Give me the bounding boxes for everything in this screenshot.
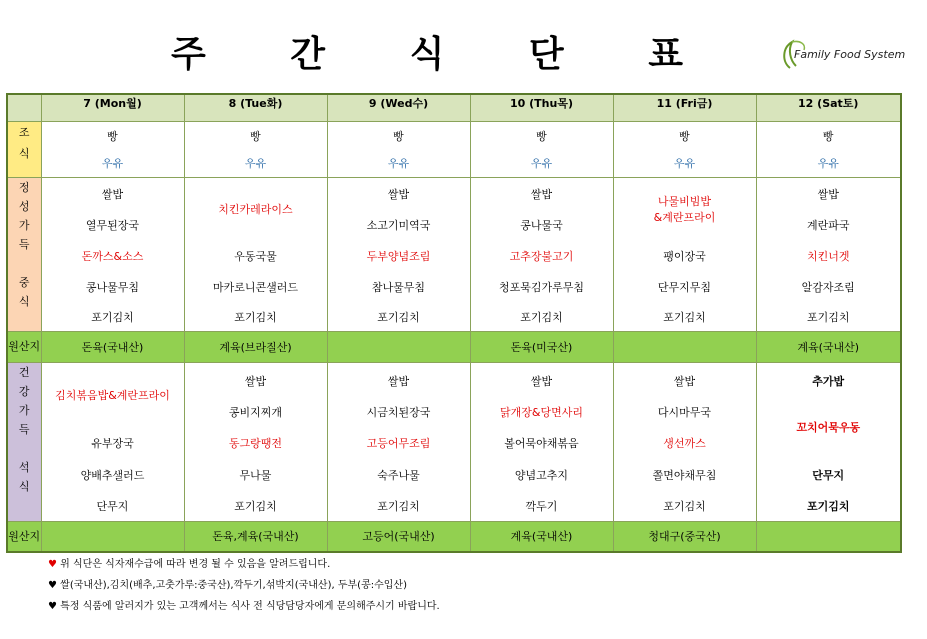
origin-cell bbox=[756, 521, 901, 552]
family-food-system-logo bbox=[780, 38, 910, 72]
menu-item: 우유 bbox=[101, 156, 124, 170]
menu-item: 우동국물 bbox=[234, 249, 277, 263]
menu-item: 숙주나물 bbox=[377, 468, 420, 482]
lunch-label: 정 성 가 득 중 식 bbox=[7, 177, 41, 331]
day-header: 12 (Sat토) bbox=[756, 94, 901, 121]
menu-item: 꼬치어묵우동 bbox=[796, 420, 861, 434]
menu-item: 치킨카레라이스 bbox=[218, 202, 293, 216]
menu-item: 마카로니콘샐러드 bbox=[212, 280, 298, 294]
note-item bbox=[48, 578, 440, 599]
menu-item: 쫄면야채무침 bbox=[652, 468, 717, 482]
origin-cell bbox=[613, 331, 756, 362]
menu-item: 포기김치 bbox=[806, 499, 850, 513]
menu-item: &계란프라이 bbox=[653, 210, 716, 224]
menu-item: 시금치된장국 bbox=[366, 405, 431, 419]
breakfast-cell bbox=[184, 121, 327, 177]
menu-item: 다시마무국 bbox=[657, 405, 712, 419]
menu-item: 볼어묵야채볶음 bbox=[504, 436, 579, 450]
menu-item: 동그랑땡전 bbox=[228, 436, 283, 450]
menu-item: 계란파국 bbox=[806, 218, 850, 232]
menu-item: 포기김치 bbox=[663, 310, 706, 324]
menu-item: 쌀밥 bbox=[817, 187, 839, 201]
menu-item: 참나물무침 bbox=[371, 280, 426, 294]
menu-item: 단무지무침 bbox=[657, 280, 712, 294]
menu-item: 고추장불고기 bbox=[509, 249, 574, 263]
menu-item: 쌀밥 bbox=[530, 187, 553, 201]
menu-item: 돈까스&소스 bbox=[81, 249, 144, 263]
breakfast-label: 조 식 bbox=[7, 121, 41, 177]
day-header: 9 (Wed수) bbox=[327, 94, 470, 121]
lunch-cell bbox=[184, 177, 327, 331]
day-header: 11 (Fri금) bbox=[613, 94, 756, 121]
menu-item: 유부장국 bbox=[91, 436, 134, 450]
dinner-origin-row bbox=[7, 521, 901, 552]
heart-icon: ♥ bbox=[48, 601, 57, 612]
heart-icon: ♥ bbox=[48, 559, 57, 570]
note-item bbox=[48, 557, 440, 578]
menu-item: 쌀밥 bbox=[101, 187, 124, 201]
menu-item: 콩나물무침 bbox=[85, 280, 140, 294]
menu-item: 닭개장&당면사리 bbox=[500, 405, 583, 419]
menu-item: 생선까스 bbox=[663, 436, 706, 450]
origin-label: 원산지 bbox=[7, 521, 41, 552]
dinner-cell bbox=[184, 362, 327, 521]
menu-item: 쌀밥 bbox=[673, 374, 696, 388]
menu-item: 알감자조림 bbox=[801, 280, 855, 294]
lunch-cell bbox=[756, 177, 901, 331]
menu-item: 무나물 bbox=[239, 468, 272, 482]
note-item bbox=[48, 599, 440, 620]
breakfast-cell bbox=[756, 121, 901, 177]
note-text: 특정 식품에 알러지가 있는 고객께서는 식사 전 식당담당자에게 문의해주시기 바랍니다. bbox=[60, 601, 440, 612]
note-text: 위 식단은 식자재수급에 따라 변경 될 수 있음을 알려드립니다. bbox=[60, 559, 331, 570]
menu-item: 양념고추지 bbox=[514, 468, 569, 482]
breakfast-row bbox=[7, 121, 901, 177]
origin-cell: 계육(국내산) bbox=[756, 331, 901, 362]
menu-item: 추가밥 bbox=[812, 374, 845, 388]
corner-cell bbox=[7, 94, 41, 121]
dinner-cell bbox=[613, 362, 756, 521]
heart-icon: ♥ bbox=[48, 580, 57, 591]
menu-item: 우유 bbox=[244, 156, 267, 170]
lunch-row bbox=[7, 177, 901, 331]
menu-item: 단무지 bbox=[96, 499, 129, 513]
menu-item: 포기김치 bbox=[806, 310, 850, 324]
menu-item: 쌀밥 bbox=[387, 187, 410, 201]
origin-cell bbox=[327, 331, 470, 362]
breakfast-cell bbox=[327, 121, 470, 177]
menu-item: 포기김치 bbox=[520, 310, 563, 324]
breakfast-cell bbox=[470, 121, 613, 177]
menu-item: 콩나물국 bbox=[520, 218, 563, 232]
dinner-label: 건 강 가 득 석 식 bbox=[7, 362, 41, 521]
menu-item: 두부양념조림 bbox=[366, 249, 431, 263]
menu-item: 포기김치 bbox=[234, 499, 277, 513]
breakfast-cell bbox=[613, 121, 756, 177]
menu-item: 포기김치 bbox=[377, 310, 420, 324]
menu-item: 열무된장국 bbox=[85, 218, 140, 232]
menu-item: 양배추샐러드 bbox=[80, 468, 145, 482]
origin-cell: 돈육(미국산) bbox=[470, 331, 613, 362]
menu-item: 우유 bbox=[387, 156, 410, 170]
weekly-menu-table bbox=[6, 93, 902, 553]
menu-item: 콩비지찌개 bbox=[228, 405, 283, 419]
menu-item: 빵 bbox=[822, 129, 834, 143]
notes bbox=[48, 557, 440, 620]
menu-item: 쌀밥 bbox=[387, 374, 410, 388]
menu-item: 청포묵김가루무침 bbox=[498, 280, 584, 294]
menu-item: 단무지 bbox=[812, 468, 845, 482]
menu-item: 쌀밥 bbox=[530, 374, 553, 388]
menu-item: 고등어무조림 bbox=[366, 436, 431, 450]
origin-cell: 돈육,계육(국내산) bbox=[184, 521, 327, 552]
page-title: 주 간 식 단 표 bbox=[170, 34, 719, 75]
dinner-cell bbox=[41, 362, 184, 521]
menu-item: 빵 bbox=[107, 129, 118, 143]
note-text: 쌀(국내산),김치(배추,고춧가루:중국산),깍두기,섞박지(국내산), 두부(콩:수입산) bbox=[60, 580, 407, 591]
menu-item: 우유 bbox=[817, 156, 839, 170]
menu-item: 포기김치 bbox=[91, 310, 134, 324]
origin-cell: 계육(브라질산) bbox=[184, 331, 327, 362]
dinner-row bbox=[7, 362, 901, 521]
menu-item: 우유 bbox=[530, 156, 553, 170]
lunch-origin-row bbox=[7, 331, 901, 362]
lunch-cell bbox=[613, 177, 756, 331]
day-header: 8 (Tue화) bbox=[184, 94, 327, 121]
origin-cell: 계육(국내산) bbox=[470, 521, 613, 552]
menu-item: 소고기미역국 bbox=[366, 218, 431, 232]
menu-item: 빵 bbox=[393, 129, 404, 143]
origin-cell: 돈육(국내산) bbox=[41, 331, 184, 362]
origin-cell bbox=[41, 521, 184, 552]
breakfast-cell bbox=[41, 121, 184, 177]
menu-item: 빵 bbox=[679, 129, 690, 143]
menu-item: 깍두기 bbox=[525, 499, 558, 513]
lunch-cell bbox=[327, 177, 470, 331]
menu-item: 나물비빔밥 bbox=[657, 194, 712, 208]
menu-item: 빵 bbox=[250, 129, 261, 143]
menu-item: 쌀밥 bbox=[244, 374, 267, 388]
dinner-cell bbox=[756, 362, 901, 521]
menu-item: 김치볶음밥&계란프라이 bbox=[55, 388, 170, 402]
menu-item: 포기김치 bbox=[377, 499, 420, 513]
origin-label: 원산지 bbox=[7, 331, 41, 362]
lunch-cell bbox=[470, 177, 613, 331]
origin-cell: 청대구(중국산) bbox=[613, 521, 756, 552]
dinner-cell bbox=[327, 362, 470, 521]
menu-item: 우유 bbox=[673, 156, 696, 170]
logo-text: Family Food System bbox=[794, 48, 906, 61]
menu-item: 팽이장국 bbox=[663, 249, 706, 263]
menu-item: 포기김치 bbox=[234, 310, 277, 324]
day-header: 7 (Mon월) bbox=[41, 94, 184, 121]
lunch-cell bbox=[41, 177, 184, 331]
origin-cell: 고등어(국내산) bbox=[327, 521, 470, 552]
menu-item: 치킨너겟 bbox=[806, 249, 850, 263]
day-header-row bbox=[7, 94, 901, 121]
dinner-cell bbox=[470, 362, 613, 521]
menu-item: 빵 bbox=[536, 129, 547, 143]
menu-item: 포기김치 bbox=[663, 499, 706, 513]
day-header: 10 (Thu목) bbox=[470, 94, 613, 121]
